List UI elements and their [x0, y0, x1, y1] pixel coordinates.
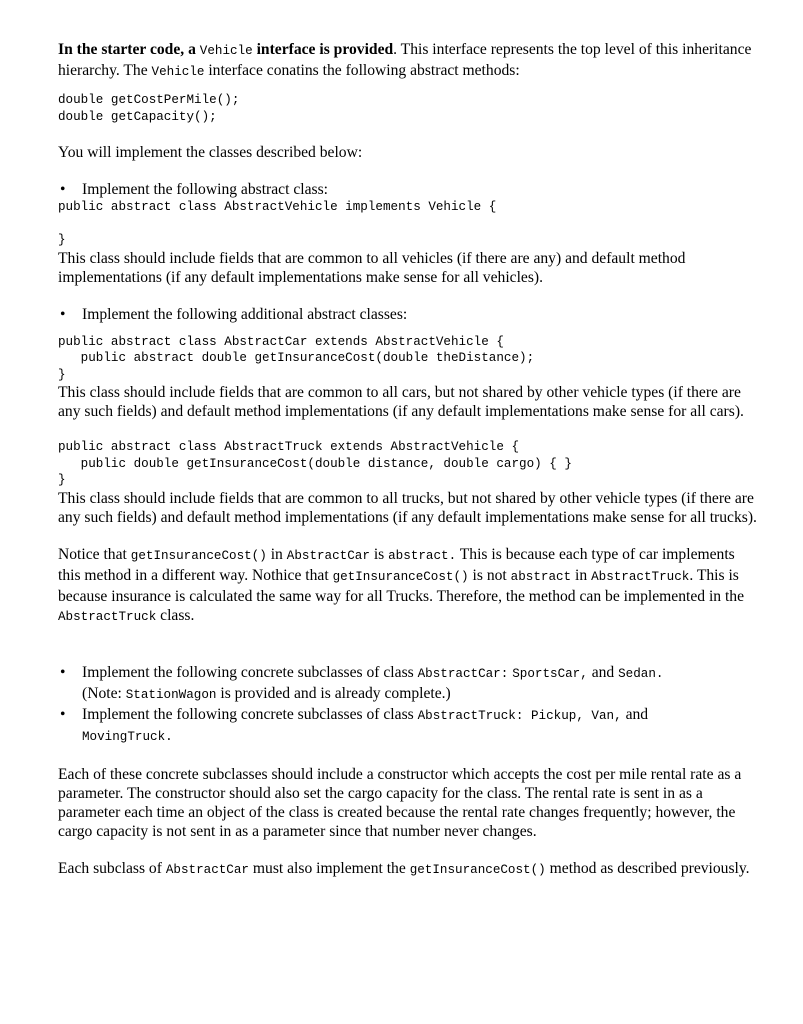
implement-intro: You will implement the classes described below: — [58, 144, 363, 161]
bullet3-code: Sedan. — [618, 666, 664, 681]
bullet3-text: is provided and is already complete.) — [220, 684, 451, 702]
final-code: AbstractCar — [165, 862, 249, 877]
bullet-truck-subclasses — [58, 705, 758, 747]
bullet3-text: (Note: — [82, 684, 122, 702]
bullet1-label: Implement the following abstract class: — [82, 181, 328, 198]
notice-text: . This is because insurance is calculated the same way for all Trucks. Therefore, the method can be implemented in the — [58, 566, 745, 605]
bullet-additional-abstract — [58, 305, 758, 324]
methods-code-block: double getCostPerMile(); double getCapacity(); — [58, 93, 240, 124]
bullet-car-subclasses — [58, 663, 758, 705]
bullet4-code: AbstractTruck: Pickup, Van, — [417, 708, 622, 723]
intro-vehicle-code-2: Vehicle — [151, 65, 205, 79]
abstract-car-desc: This class should include fields that are common to all cars, but not shared by other vehicle types (if there are any such fields) and default method implementations (if any default implementations make sense for all cars). — [58, 384, 744, 420]
final-text: must also implement the — [252, 859, 406, 877]
notice-code: abstract — [510, 569, 572, 584]
notice-text: in — [575, 566, 588, 584]
notice-code: AbstractTruck — [58, 609, 157, 624]
notice-text: class. — [160, 606, 195, 624]
bullet-dot: • — [60, 663, 66, 681]
bullet-dot: • — [60, 705, 66, 723]
intro-text-2: interface conatins the following abstract methods: — [208, 62, 520, 79]
intro-bold-2: interface is provided — [256, 41, 394, 58]
notice-code: getInsuranceCost() — [332, 569, 469, 584]
notice-code: AbstractCar — [286, 548, 370, 563]
constructor-paragraph: Each of these concrete subclasses should include a constructor which accepts the cost per mile rental rate as a parameter. The constructor should also set the cargo capacity for the class. The rental rate is sent in as a parameter each time an object of the class is created because the rental rate changes frequently; however, the cargo capacity is not sent in as a parameter since that number never changes. — [58, 765, 742, 840]
notice-text: in — [270, 545, 283, 563]
final-paragraph — [58, 859, 758, 880]
abstract-car-code: public abstract class AbstractCar extends AbstractVehicle { public abstract double getInsuranceCost(double theDistance); } — [58, 334, 535, 382]
abstract-truck-desc: This class should include fields that are common to all trucks, but not shared by other vehicle types (if there are any such fields) and default method implementations (if any default implementations make sense for all trucks). — [58, 489, 757, 526]
bullet-abstract-vehicle — [58, 180, 758, 199]
notice-text: Notice that — [58, 545, 127, 563]
bullet4-text: and — [625, 705, 649, 723]
bullet3-code: SportsCar, — [512, 666, 588, 681]
bullet3-text: Implement the following concrete subclasses of class — [82, 663, 414, 681]
notice-paragraph — [58, 545, 758, 627]
intro-text-1: . This interface represents the top level of this inheritance hierarchy. The — [58, 41, 752, 79]
final-text: Each subclass of — [58, 859, 162, 877]
document-page — [58, 40, 758, 880]
final-code: getInsuranceCost() — [409, 862, 546, 877]
bullet-dot: • — [60, 305, 66, 323]
bullet4-text: Implement the following concrete subclasses of class — [82, 705, 414, 723]
bullet-dot: • — [60, 181, 66, 198]
bullet3-code: StationWagon — [125, 687, 217, 702]
abstract-truck-code: public abstract class AbstractTruck extends AbstractVehicle { public double getInsuranceCost(double distance, double cargo) { } } — [58, 440, 572, 487]
notice-text: is — [373, 545, 385, 563]
intro-paragraph — [58, 40, 758, 82]
abstract-vehicle-code: public abstract class AbstractVehicle implements Vehicle { } — [58, 200, 497, 247]
notice-code: abstract. — [388, 548, 457, 563]
bullet3-code: AbstractCar: — [417, 666, 509, 681]
notice-text: This is because each type of car implements this method in a different way. Nothice that — [58, 545, 735, 584]
intro-bold-1: In the starter code, a — [58, 41, 196, 58]
notice-code: getInsuranceCost() — [130, 548, 267, 563]
bullet3-text: and — [591, 663, 615, 681]
bullet4-code: MovingTruck. — [82, 729, 173, 744]
notice-text: is not — [472, 566, 507, 584]
intro-vehicle-code: Vehicle — [199, 44, 253, 58]
final-text: method as described previously. — [549, 859, 750, 877]
bullet2-label: Implement the following additional abstract classes: — [82, 305, 408, 323]
abstract-vehicle-desc: This class should include fields that are common to all vehicles (if there are any) and default method implementations (if any default implementations make sense for all vehicles). — [58, 249, 686, 286]
notice-code: AbstractTruck — [591, 569, 690, 584]
